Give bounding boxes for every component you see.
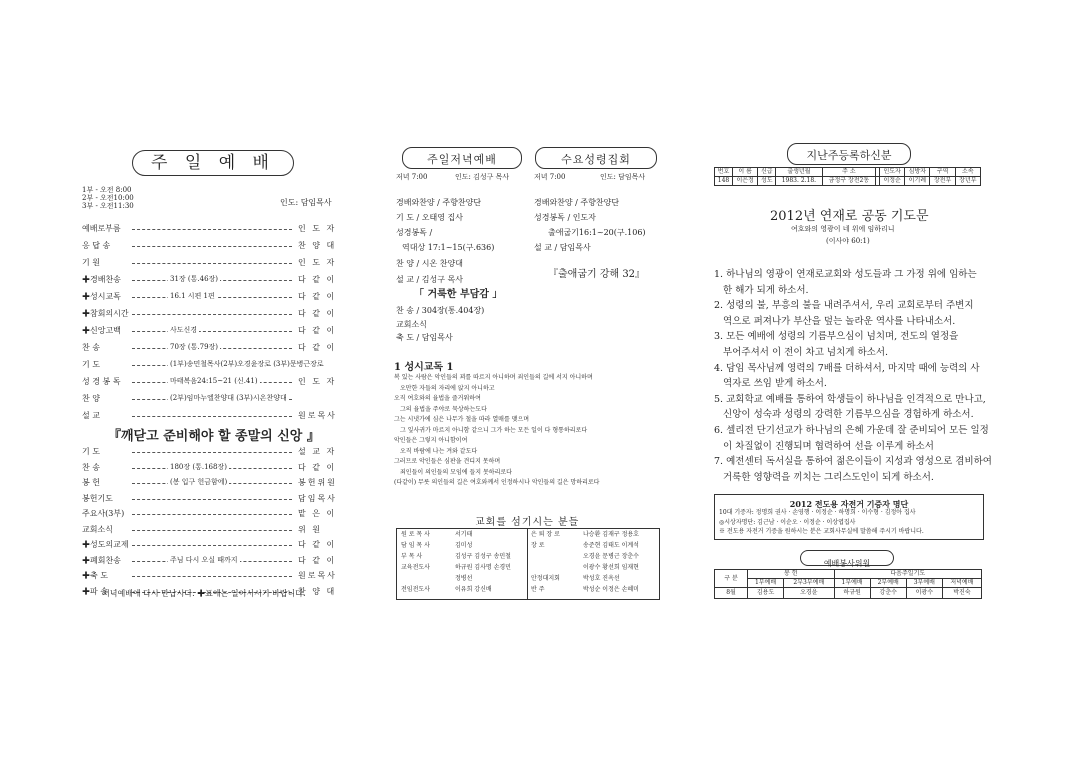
committee-name-cell: 하규원 [834,588,870,599]
order-item-person: 담임목사 [298,493,337,503]
prayer-title: 2012년 연재로 공동 기도문 [770,209,929,224]
order-leader-line [132,331,292,332]
order-item-label: 기 도 [82,360,100,369]
newcomers-data-cell: 성도 [758,177,776,186]
committee-name-cell: 박진숙 [942,588,981,599]
order-item-person: 다 같 이 [298,292,337,301]
prayer-item-line: 신앙이 성숙과 성령의 강력한 기름부으심을 경험하게 하소서. [714,409,974,421]
wednesday-order-item: 출애굽기16:1~20(구.106) [548,228,646,237]
prayer-item-line: 1. 하나님의 영광이 연재로교회와 성도들과 그 가정 위에 임하는 [714,269,977,280]
newcomers-table [714,167,981,186]
committee-name-cell: 이광수 [906,588,942,599]
evening-order-item: 설 교 / 김성구 목사 [396,275,463,284]
committee-header-offering: 봉 헌 [748,570,835,579]
wednesday-leader: 인도: 담임목사 [600,173,646,181]
newcomers-data-cell: 장전부 [930,177,955,186]
order-item-person: 인 도 자 [298,377,337,386]
committee-names-row [715,588,982,599]
reading-line: 그의 율법을 주야로 묵상하는도다 [400,405,487,413]
order-item-label: ✚성시교독 [82,292,121,301]
order-item-person: 설 교 자 [298,447,337,456]
wednesday-title-text: 수요성령집회 [561,153,631,166]
order-item-person: 다 같 이 [298,555,337,565]
order-item-detail: 70장 (통.79장) [170,343,219,351]
evening-order-item: 역대상 17:1~15(구.636) [402,243,495,252]
evening-title-text: 주일저녁예배 [427,153,497,166]
order-leader-line [132,229,292,230]
prayer-item-line: 역자로 쓰임 받게 하소서. [714,378,827,390]
servant-names: 이유희 강신배 [455,586,492,593]
service-time-3: 3부 - 오전11:30 [82,202,134,210]
order-item-person: 인 도 자 [298,224,337,233]
order-item-person: 봉헌위원 [298,478,337,487]
newcomers-header-cell: 신급 [758,168,776,177]
evening-order-item: 찬 양 / 시온 찬양대 [396,259,463,268]
prayer-reference: (이사야 60:1) [826,237,870,245]
order-item-label: ✚폐회찬송 [82,555,121,565]
order-item-person: 다 같 이 [298,309,337,318]
reading-line: 그러므로 악인들은 심판을 견디지 못하며 [394,458,501,465]
sunday-sermon-title: 『깨닫고 준비해야 할 종말의 신앙 』 [108,429,320,444]
service-times [82,186,134,210]
sunday-title [132,150,294,176]
order-item-detail: (1부)송민철목사(2부)오경윤장로 (3부)문병근장로 [170,360,324,368]
service-time-2: 2부 - 오전10:00 [82,194,134,202]
prayer-item-line: 6. 셀리전 단기선교가 하나님의 은혜 가운데 잘 준비되어 모든 일정 [714,425,989,436]
sunday-title-text: 주 일 예 배 [151,153,275,173]
order-item-label: ✚성도의교제 [82,540,129,549]
evening-leader: 인도: 김성구 목사 [455,173,510,181]
order-item-detail: (2부)임마누엘찬양대 (3부)시온찬양대 [170,394,287,402]
prayer-item-line: 2. 성령의 불, 부흥의 불을 내려주셔서, 우리 교회로부터 주변지 [714,300,974,312]
wednesday-order-item: 경배와찬양 / 주향찬양단 [534,198,620,207]
servant-names: 정병선 [455,575,473,582]
wednesday-order-item: 성경봉독 / 인도자 [534,213,596,222]
order-item-label: 예배로부름 [82,224,121,233]
order-item-detail: 16.1 시편 1편 [170,292,215,300]
committee-subheader-cell: 1부예배 [748,579,784,588]
reading-line: (다같이) 무릇 의인들의 길은 여호와께서 인정하시나 악인들의 길은 망하리로다 [394,479,600,486]
service-time-1: 1부 - 오전 8:00 [82,186,132,194]
newcomers-data-row [715,177,981,186]
order-item-person: 다 같 이 [298,540,337,549]
servant-names: 나승환 김재구 정용호 [583,531,639,538]
prayer-item-line: 5. 교회학교 예배를 통하여 학생들이 하나님을 인격적으로 만나고, [714,393,986,405]
order-item-label: 교회소식 [82,524,113,534]
servant-role: 장 로 [531,542,545,549]
newcomers-header-cell: 출생년월 [776,168,822,177]
newcomers-title [787,143,911,165]
committee-name-cell: 강춘수 [870,588,906,599]
bicycle-donors-title: 2012 전도용 자전거 기증자 명단 [789,499,909,509]
order-item-person: 찬 양 대 [298,586,337,596]
order-item-person: 다 같 이 [298,275,337,284]
newcomers-data-cell: 이정순 [880,177,905,186]
prayer-item-line: 7. 예전센터 독서실을 통하여 젊은이들이 지성과 영성으로 겸비하여 [714,456,992,468]
committee-subheader-cell: 3부예배 [906,579,942,588]
order-leader-line [132,416,292,417]
committee-month: 8월 [715,588,748,599]
prayer-item-line: 부어주셔서 이 전이 차고 넘치게 하소서. [714,347,889,358]
reading-line: 오직 여호와의 율법을 즐거워하여 [394,395,481,402]
servant-role: 은 퇴 장 로 [531,531,560,538]
committee-subheader-row [715,579,982,588]
committee-subheader-cell: 저녁예배 [942,579,981,588]
newcomers-header-row [715,168,981,177]
order-item-person: 원로목사 [298,411,337,420]
order-item-label: ✚경배찬송 [82,275,121,284]
order-leader-line [132,452,292,453]
evening-order-item: 기 도 / 오태영 집사 [396,213,463,222]
committee-title-text: 예배봉사위원 [823,559,871,568]
evening-title [402,147,522,169]
order-item-label: ✚파 송 [82,586,108,596]
servant-names: 하규원 김사명 손경민 [455,564,511,571]
servant-names: 서기태 [455,531,473,538]
order-item-label: 찬 송 [82,343,100,352]
order-item-person: 다 같 이 [298,326,337,335]
committee-subheader-cell: 1부예배 [834,579,870,588]
evening-time: 저녁 7:00 [396,173,428,181]
order-item-detail: 주님 다시 오실 때까지 [170,555,238,564]
bicycle-donors-line-1: 10대 기증자: 정명희 권사 · 손영행 · 이정순 · 하명희 · 이수형 · 김정아 집사 [719,509,916,516]
order-item-detail: 31장 (통.46장) [170,275,219,283]
prayer-item-line: 역으로 퍼져나가 부산을 덮는 놀라운 역사를 나타내소서. [714,315,956,327]
evening-order-item-2: 찬 송 / 304장(통.404장) [396,306,485,315]
newcomers-header-cell: 이 름 [733,168,758,177]
servant-names: 김성구 김성구 송민철 [455,553,511,560]
committee-header-label: 구 분 [715,570,748,588]
prayer-item-line: 거룩한 영향력을 끼치는 그리스도인이 되게 하소서. [714,471,934,483]
order-leader-line [132,530,292,531]
servant-role: 담 임 목 사 [401,542,430,549]
servant-role: 안정대지회 [531,575,560,582]
wednesday-time: 저녁 7:00 [534,173,566,181]
order-item-person: 다 같 이 [298,462,337,472]
order-item-label: 응 답 송 [82,241,111,250]
evening-order-item: 경배와찬양 / 주향찬양단 [396,198,482,207]
committee-header-next-prayer: 다음주일기도 [834,570,981,579]
servant-role: 전임전도사 [401,586,430,593]
order-item-label: 찬 양 [82,394,100,403]
order-item-label: 기 원 [82,258,100,267]
newcomers-header-cell: 번호 [715,168,733,177]
evening-sermon: 「 거룩한 부담감 」 [414,289,503,300]
order-item-label: 설 교 [82,411,100,420]
order-leader-line [132,576,292,577]
reading-line: 그는 시냇가에 심은 나무가 철을 따라 열매를 맺으며 [394,416,530,423]
newcomers-header-cell: 주 소 [822,168,876,177]
sunday-leader: 인도: 담임목사 [280,198,332,207]
order-item-detail: 마태복음24:15~21 (신.41) [170,377,258,385]
wednesday-order-item: 설 교 / 담임목사 [534,243,591,252]
order-leader-line [132,246,292,247]
newcomers-title-text: 지난주등록하신분 [806,149,892,162]
newcomers-data-cell: 이은정 [733,177,758,186]
newcomers-header-cell: 심방자 [905,168,930,177]
newcomers-data-cell: 금정구 장전2동 [822,177,876,186]
servant-names: 박성호 진옥선 [583,575,620,582]
servant-role: 반 주 [531,586,545,593]
prayer-subtitle: 여호와의 영광이 네 위에 임하리니 [791,225,895,233]
order-leader-line [132,545,292,546]
order-item-label: 봉 헌 [82,478,100,487]
order-leader-line [132,263,292,264]
newcomers-header-cell: 구역 [930,168,955,177]
order-item-label: ✚축 도 [82,571,108,580]
bicycle-donors-line-3: ※ 전도용 자전거 기증을 원하시는 분은 교회사무실에 말씀해 주시기 바랍니다. [719,528,924,535]
order-item-label: ✚신앙고백 [82,326,121,335]
servants-box [396,528,660,600]
prayer-item-line: 4. 담임 목사님께 영력의 7배를 더하셔서, 마지막 때에 능력의 사 [714,362,980,374]
order-item-label: 주요사(3부) [82,509,125,518]
order-item-person: 위 원 [298,524,322,534]
order-item-label: 찬 송 [82,462,100,472]
committee-subheader-cell: 2부3부예배 [784,579,834,588]
order-item-detail: 180장 (통.168장) [170,462,227,471]
servant-role: 원 로 목 사 [401,531,430,538]
newcomers-data-cell: 1983. 2.18. [776,177,822,186]
reading-line: 그 잎사귀가 마르지 아니함 같으니 그가 하는 모든 일이 다 형통하리로다 [400,426,588,434]
order-item-person: 찬 양 대 [298,241,337,250]
newcomers-data-cell: 148 [715,177,733,186]
servant-names: 송준현 김태도 이계석 [583,542,639,549]
order-item-label: 성 경 봉 독 [82,377,121,386]
servant-names: 김미성 [455,542,473,549]
prayer-item-line: 3. 모든 예배에 성령의 기름부으심이 넘치며, 전도의 열정을 [714,331,959,343]
order-item-label: 봉헌기도 [82,493,113,503]
bicycle-donors-box [714,494,984,540]
reading-line: 죄인들이 의인들의 모임에 들지 못하리로다 [400,468,512,476]
evening-order-item-2: 축 도 / 담임목사 [396,333,453,342]
order-item-person: 다 같 이 [298,343,337,352]
reading-line: 오만한 자들의 자리에 앉지 아니하고 [400,384,495,392]
newcomers-header-cell: 인도자 [880,168,905,177]
order-item-label: 기 도 [82,447,100,456]
wednesday-sermon: 『출애굽기 강해 32』 [548,269,646,280]
wednesday-title [535,147,657,169]
reading-line: 악인들은 그렇지 아니함이여 [394,437,468,444]
order-item-person: 맡 은 이 [298,509,337,518]
committee-table [714,569,982,599]
newcomers-header-cell: 소속 [955,168,980,177]
reading-line: 오직 바람에 나는 겨와 같도다 [400,447,478,455]
committee-name-cell: 김용도 [748,588,784,599]
servant-role: 교육전도사 [401,564,430,571]
servant-names: 이광수 황선희 임재현 [583,564,639,571]
evening-order-item: 성경봉독 / [396,228,433,237]
committee-subheader-cell: 2부예배 [870,579,906,588]
committee-title [800,550,894,566]
order-leader-line [132,314,292,315]
order-item-detail: 사도신경 [170,326,198,334]
prayer-item-line: 이 차질없이 진행되며 협력하여 선을 이루게 하소서 [714,440,934,452]
order-leader-line [132,514,292,515]
order-leader-line [132,499,292,500]
servant-names: 박성순 이정은 손혜미 [583,586,639,593]
order-item-person: 인 도 자 [298,258,337,267]
prayer-item-line: 한 해가 되게 하소서. [714,284,809,296]
newcomers-data-cell: 이기례 [905,177,930,186]
order-item-detail: (봉 입구 헌금함에) [170,478,228,486]
evening-order-item-2: 교회소식 [396,320,427,329]
bicycle-donors-line-2: ◎시상자명단: 김근남 · 이순오 · 이정순 · 이상엽집사 [719,519,856,526]
servant-role: 부 목 사 [401,553,423,560]
reading-line: 복 있는 사람은 악인들의 꾀를 따르지 아니하며 죄인들의 길에 서지 아니하며 [394,374,593,381]
committee-name-cell: 오경윤 [784,588,834,599]
order-item-person: 원로목사 [298,571,337,580]
order-item-label: ✚참회의시간 [82,309,129,318]
sunday-footer: 저녁예배에 다시 만납시다. ✚표에는 일어서시기 바랍니다. [102,589,306,598]
servant-names: 오경윤 문병근 장춘수 [583,553,639,560]
newcomers-data-cell: 장년부 [955,177,980,186]
servants-title: 교회를 섬기시는 분들 [475,517,580,528]
reading-title: 1 성시교독 1 [394,362,454,373]
